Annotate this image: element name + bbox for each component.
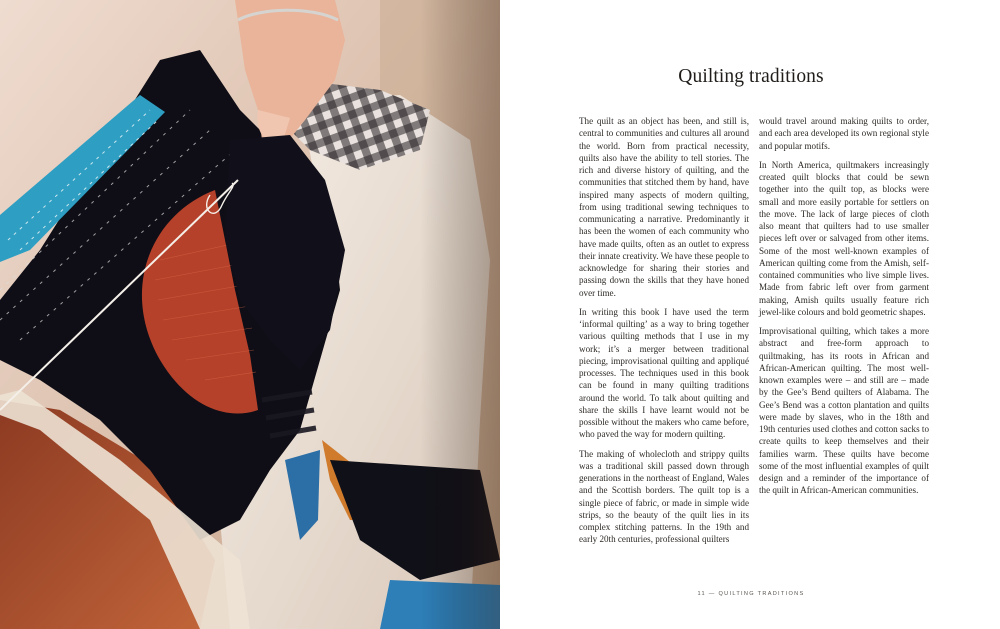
body-columns: [579, 115, 929, 546]
paragraph: In North America, quiltmakers increasingly created quilt blocks that could be sewn together into the quilt top, as blocks were small and more easily portable for settlers on the move. The lack of large pieces of cloth also meant that quilters had to use smaller pieces left over or salvaged from other items. Some of the most well-known examples of American quilting come from the Amish, self-contained communities who live simple lives. Made from fabric left over from garment making, Amish quilts usually feature rich jewel-like colours and bold geometric shapes.: [759, 159, 929, 317]
text-column-right: [759, 115, 929, 546]
paragraph: The quilt as an object has been, and still is, central to communities and cultures all around the world. Born from practical necessity, quilts also have the ability to tell stories. The rich and diverse history of quilting, and the communities that stitched them by hand, have inspired many aspects of modern quilting, from using traditional sewing techniques to communicating a narrative. Predominantly it has been the women of each community who have made quilts, often as an outlet to express their innate creativity. We have these people to acknowledge for sharing their stories and passing down the skills that they have honed over time.: [579, 116, 749, 298]
paragraph: The making of wholecloth and strippy quilts was a traditional skill passed down through generations in the northeast of England, Wales and the Scottish borders. The quilt top is a single piece of fabric, or made in simple wide strips, so the beauty of the quilt lies in its complex stitching patterns. In the 19th and early 20th centuries, professional quilters: [579, 448, 749, 545]
text-page: [500, 0, 1000, 629]
paragraph: would travel around making quilts to order, and each area developed its own regional style and popular motifs.: [759, 116, 929, 151]
paragraph: In writing this book I have used the term ‘informal quilting’ as a way to bring together various quilting methods that I use in my work; it’s a merger between traditional piecing, improvisational quilting and appliqué processes. The techniques used in this book can be found in many quilting traditions around the world. To talk about quilting and share the skills I have learnt would not be possible without the makers who came before, who paved the way for modern quilting.: [579, 306, 749, 440]
page-folio: 11 — QUILTING TRADITIONS: [697, 591, 805, 597]
text-column-left: [579, 115, 749, 546]
paragraph: Improvisational quilting, which takes a more abstract and free-form approach to quiltmaking, has its roots in African and African-American quilting. The most well-known examples were – and still are – made by the Gee’s Bend quilters of Alabama. The Gee’s Bend was a cotton plantation and quilts were made by slaves, who in the 18th and 19th centuries used clothes and cotton sacks to create quilts to keep themselves and their families warm. These quilts have become some of the most influential examples of quilt design and a reminder of the importance of the quilt in African-American communities.: [759, 326, 929, 496]
page-title: Quilting traditions: [678, 66, 824, 87]
